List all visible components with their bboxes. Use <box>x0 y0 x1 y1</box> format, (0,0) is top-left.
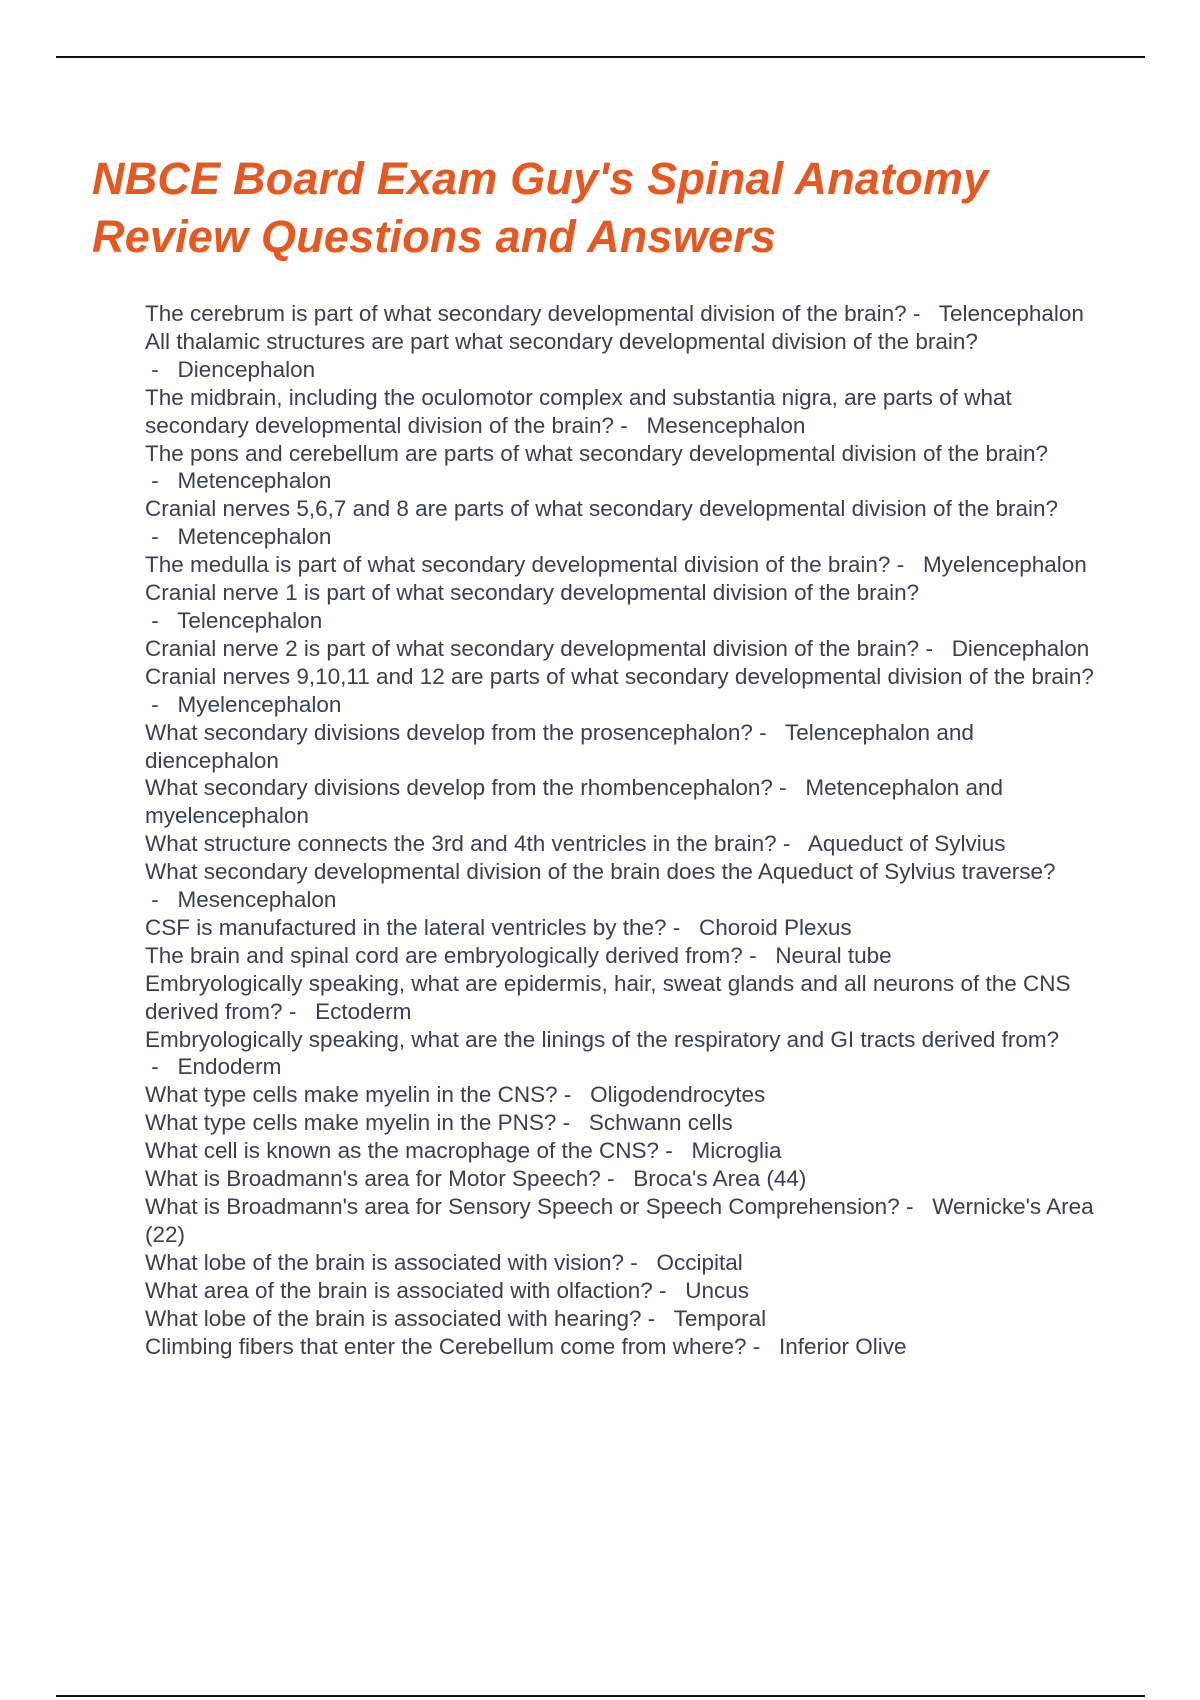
qa-item <box>145 719 1095 775</box>
question-answer-separator: - <box>145 524 178 550</box>
qa-item <box>145 1137 1095 1165</box>
question-answer-separator: - <box>652 1277 686 1303</box>
answer-text: Myelencephalon <box>922 552 1087 578</box>
question-text: Cranial nerves 5,6,7 and 8 are parts of what secondary developmental division of the brain? <box>145 496 1059 522</box>
answer-text: Mesencephalon <box>177 887 337 913</box>
question-answer-separator: - <box>145 1054 178 1080</box>
question-text: What lobe of the brain is associated with hearing? <box>145 1305 642 1331</box>
question-text: The medulla is part of what secondary developmental division of the brain? <box>145 552 891 578</box>
question-text: What lobe of the brain is associated with vision? <box>145 1249 625 1275</box>
answer-text: Uncus <box>685 1277 750 1303</box>
answer-text: Choroid Plexus <box>699 914 852 940</box>
question-text: Embryologically speaking, what are the linings of the respiratory and GI tracts derived from? <box>145 1026 1060 1052</box>
answer-text: Inferior Olive <box>779 1333 907 1359</box>
qa-item <box>145 914 1095 942</box>
document-title: NBCE Board Exam Guy's Spinal Anatomy Review Questions and Answers <box>92 153 989 262</box>
question-text: What cell is known as the macrophage of the CNS? <box>145 1138 660 1164</box>
question-text: What area of the brain is associated with olfaction? <box>145 1277 653 1303</box>
question-answer-separator: - <box>145 691 178 717</box>
answer-text: Myelencephalon <box>177 691 342 717</box>
answer-text: Metencephalon <box>177 468 332 494</box>
question-text: The cerebrum is part of what secondary developmental division of the brain? <box>145 301 907 326</box>
question-answer-separator: - <box>145 356 178 382</box>
qa-item <box>145 440 1095 496</box>
question-answer-separator: - <box>906 301 939 326</box>
answer-text: Metencephalon <box>177 524 332 550</box>
question-answer-separator: - <box>890 552 923 578</box>
qa-item <box>145 942 1095 970</box>
question-answer-separator: - <box>666 914 699 940</box>
qa-item <box>145 970 1095 1026</box>
qa-item <box>145 384 1095 440</box>
question-text: What secondary developmental division of the brain does the Aqueduct of Sylvius traverse? <box>145 859 1056 885</box>
qa-item <box>145 579 1095 635</box>
question-answer-separator: - <box>746 1333 780 1359</box>
question-text: The midbrain, including the oculomotor complex and substantia nigra, are parts of what secondary developmental division of the brain? <box>145 384 1018 438</box>
answer-text: Endoderm <box>177 1054 282 1080</box>
answer-text: Ectoderm <box>315 998 412 1024</box>
answer-text: Telencephalon and diencephalon <box>145 719 974 773</box>
question-text: Cranial nerve 2 is part of what secondary developmental division of the brain? <box>145 635 920 661</box>
qa-item <box>145 1277 1095 1305</box>
question-answer-separator: - <box>742 942 776 968</box>
question-text: Embryologically speaking, what are epidermis, hair, sweat glands and all neurons of the CNS derived from? <box>145 970 1077 1024</box>
qa-item <box>145 1026 1095 1082</box>
qa-item <box>145 858 1095 914</box>
answer-text: Mesencephalon <box>646 412 806 438</box>
question-answer-separator: - <box>145 468 178 494</box>
question-answer-separator: - <box>752 719 785 745</box>
question-text: What type cells make myelin in the PNS? <box>145 1110 557 1136</box>
qa-item <box>145 830 1095 858</box>
question-answer-separator: - <box>282 998 316 1024</box>
qa-item <box>145 1081 1095 1109</box>
question-text: Cranial nerves 9,10,11 and 12 are parts of what secondary developmental division of the brain? <box>145 663 1094 689</box>
qa-list <box>145 300 1095 1360</box>
answer-text: Broca's Area (44) <box>633 1166 807 1192</box>
question-answer-separator: - <box>145 887 178 913</box>
bottom-rule <box>56 1695 1145 1697</box>
question-answer-separator: - <box>614 412 647 438</box>
question-text: CSF is manufactured in the lateral ventricles by the? <box>145 914 667 940</box>
qa-item <box>145 1333 1095 1361</box>
question-text: Cranial nerve 1 is part of what secondary developmental division of the brain? <box>145 580 920 606</box>
answer-text: Wernicke's Area (22) <box>145 1194 1094 1247</box>
qa-item <box>145 1249 1095 1277</box>
answer-text: Schwann cells <box>588 1110 733 1136</box>
qa-item <box>145 1193 1095 1249</box>
qa-item <box>145 300 1095 328</box>
question-answer-separator: - <box>776 831 808 857</box>
question-answer-separator: - <box>624 1249 657 1275</box>
answer-text: Occipital <box>656 1249 743 1275</box>
question-text: What secondary divisions develop from the prosencephalon? <box>145 719 753 745</box>
question-text: Climbing fibers that enter the Cerebellum come from where? <box>145 1333 747 1359</box>
question-text: The brain and spinal cord are embryologically derived from? <box>145 942 743 968</box>
qa-item <box>145 774 1095 830</box>
qa-item <box>145 1165 1095 1193</box>
question-text: All thalamic structures are part what secondary developmental division of the brain? <box>145 328 978 354</box>
question-answer-separator: - <box>641 1305 674 1331</box>
question-answer-separator: - <box>556 1110 589 1136</box>
question-answer-separator: - <box>919 635 952 661</box>
question-answer-separator: - <box>899 1194 933 1219</box>
qa-item <box>145 328 1095 384</box>
answer-text: Aqueduct of Sylvius <box>807 831 1006 857</box>
answer-text: Telencephalon <box>177 607 323 633</box>
answer-text: Metencephalon and myelencephalon <box>145 775 1004 829</box>
answer-text: Diencephalon <box>951 635 1090 661</box>
top-rule <box>56 56 1145 58</box>
qa-item <box>145 495 1095 551</box>
question-answer-separator: - <box>659 1138 692 1164</box>
qa-item <box>145 1305 1095 1333</box>
answer-text: Oligodendrocytes <box>590 1082 766 1108</box>
question-text: What secondary divisions develop from the rhombencephalon? <box>145 775 773 801</box>
qa-item <box>145 551 1095 579</box>
answer-text: Diencephalon <box>177 356 316 382</box>
question-answer-separator: - <box>600 1166 634 1192</box>
qa-item <box>145 635 1095 663</box>
answer-text: Microglia <box>691 1138 782 1164</box>
question-answer-separator: - <box>145 607 178 633</box>
question-text: The pons and cerebellum are parts of what secondary developmental division of the brain? <box>145 440 1049 466</box>
answer-text: Temporal <box>673 1305 767 1331</box>
question-text: What type cells make myelin in the CNS? <box>145 1082 558 1108</box>
answer-text: Telencephalon <box>938 301 1084 326</box>
question-answer-separator: - <box>772 775 806 801</box>
question-answer-separator: - <box>557 1082 591 1108</box>
question-text: What is Broadmann's area for Sensory Speech or Speech Comprehension? <box>145 1194 900 1219</box>
qa-item <box>145 663 1095 719</box>
qa-item <box>145 1109 1095 1137</box>
question-text: What is Broadmann's area for Motor Speech? <box>145 1166 601 1192</box>
question-text: What structure connects the 3rd and 4th ventricles in the brain? <box>145 831 777 857</box>
answer-text: Neural tube <box>775 942 892 968</box>
